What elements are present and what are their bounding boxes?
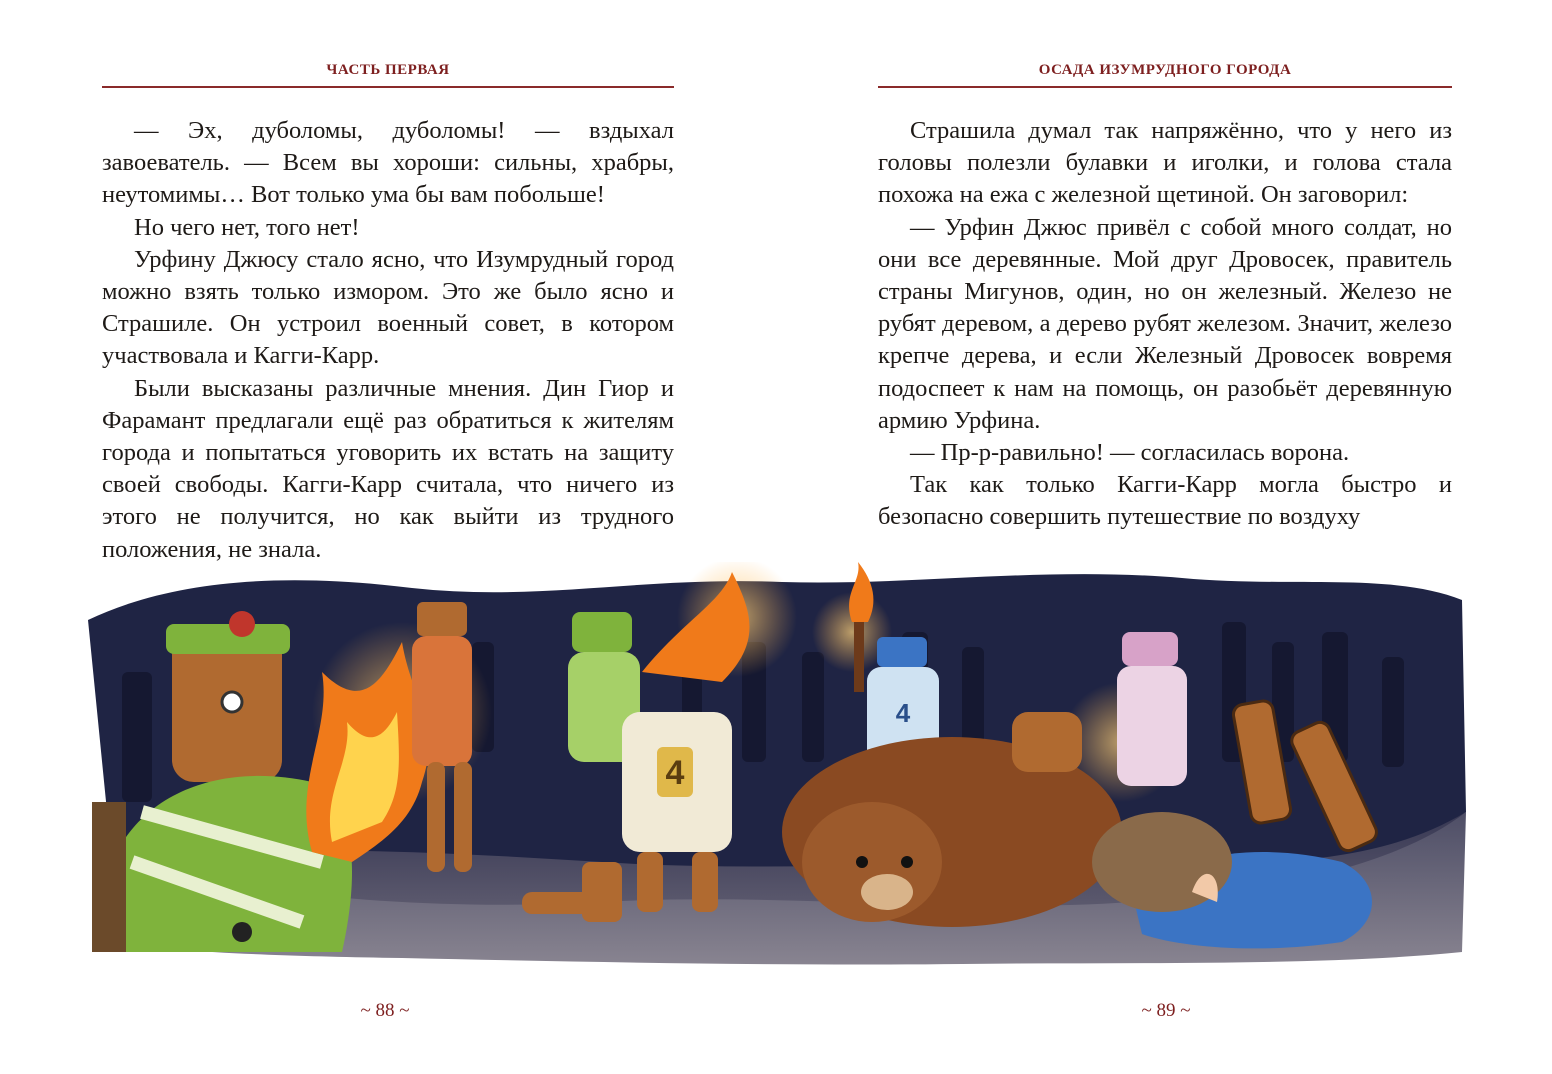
paragraph: Но чего нет, того нет! <box>134 213 360 241</box>
wooden-soldier-pink <box>1117 632 1187 786</box>
paragraph: Страшила думал так напряжённо, что у него из головы полезли булавки и иголки, и голова стала похожа на ежа с железной щетиной. Он заговорил: <box>878 117 1452 209</box>
fence-post <box>92 802 126 952</box>
page-number-right: ~ 89 ~ <box>1141 1000 1191 1021</box>
paragraph: — Пр-р-равильно! — согласилась ворона. <box>910 439 1350 467</box>
paragraph: Урфину Джюсу стало ясно, что Изумрудный город можно взять только измором. Это же было ясно и Страшиле. Он устроил военный совет, в котором участвовала и Кагги-Карр. <box>102 245 674 370</box>
soldier-number: 4 <box>895 698 911 728</box>
header-rule-left <box>102 86 674 88</box>
running-head-right: ОСАДА ИЗУМРУДНОГО ГОРОДА <box>1038 62 1292 78</box>
text-block-right <box>878 115 1452 534</box>
illustration-battle-scene <box>82 562 1470 970</box>
paragraph: — Эх, дуболомы, дуболомы! — вздыхал завоеватель. — Всем вы хороши: сильны, храбры, неутомимы… Вот только ума бы вам побольше! <box>102 117 674 209</box>
paragraph: Были высказаны различные мнения. Дин Гиор и Фарамант предлагали ещё раз обратиться к жителям города и попытаться уговорить их встать на защиту своей свободы. Кагги-Карр считала, что ничего из этого не получится, но как выйти из трудного положения, не знала. <box>102 374 674 563</box>
page-number-left: ~ 88 ~ <box>360 1000 410 1021</box>
paragraph: Так как только Кагги-Карр могла быстро и безопасно совершить путешествие по воздуху <box>878 471 1452 531</box>
paragraph: — Урфин Джюс привёл с собой много солдат, но они все деревянные. Мой друг Дровосек, правитель страны Мигунов, один, но он железный. Железо не рубят деревом, а дерево рубят железом. Значит, железо крепче дерева, и если Железный Дровосек вовремя подоспеет к нам на помощь, он разобьёт деревянную армию Урфина. <box>878 213 1452 434</box>
text-block-left <box>102 115 674 566</box>
soldier-number: 4 <box>665 754 685 792</box>
header-rule-right <box>878 86 1452 88</box>
running-head-left: ЧАСТЬ ПЕРВАЯ <box>326 62 450 78</box>
